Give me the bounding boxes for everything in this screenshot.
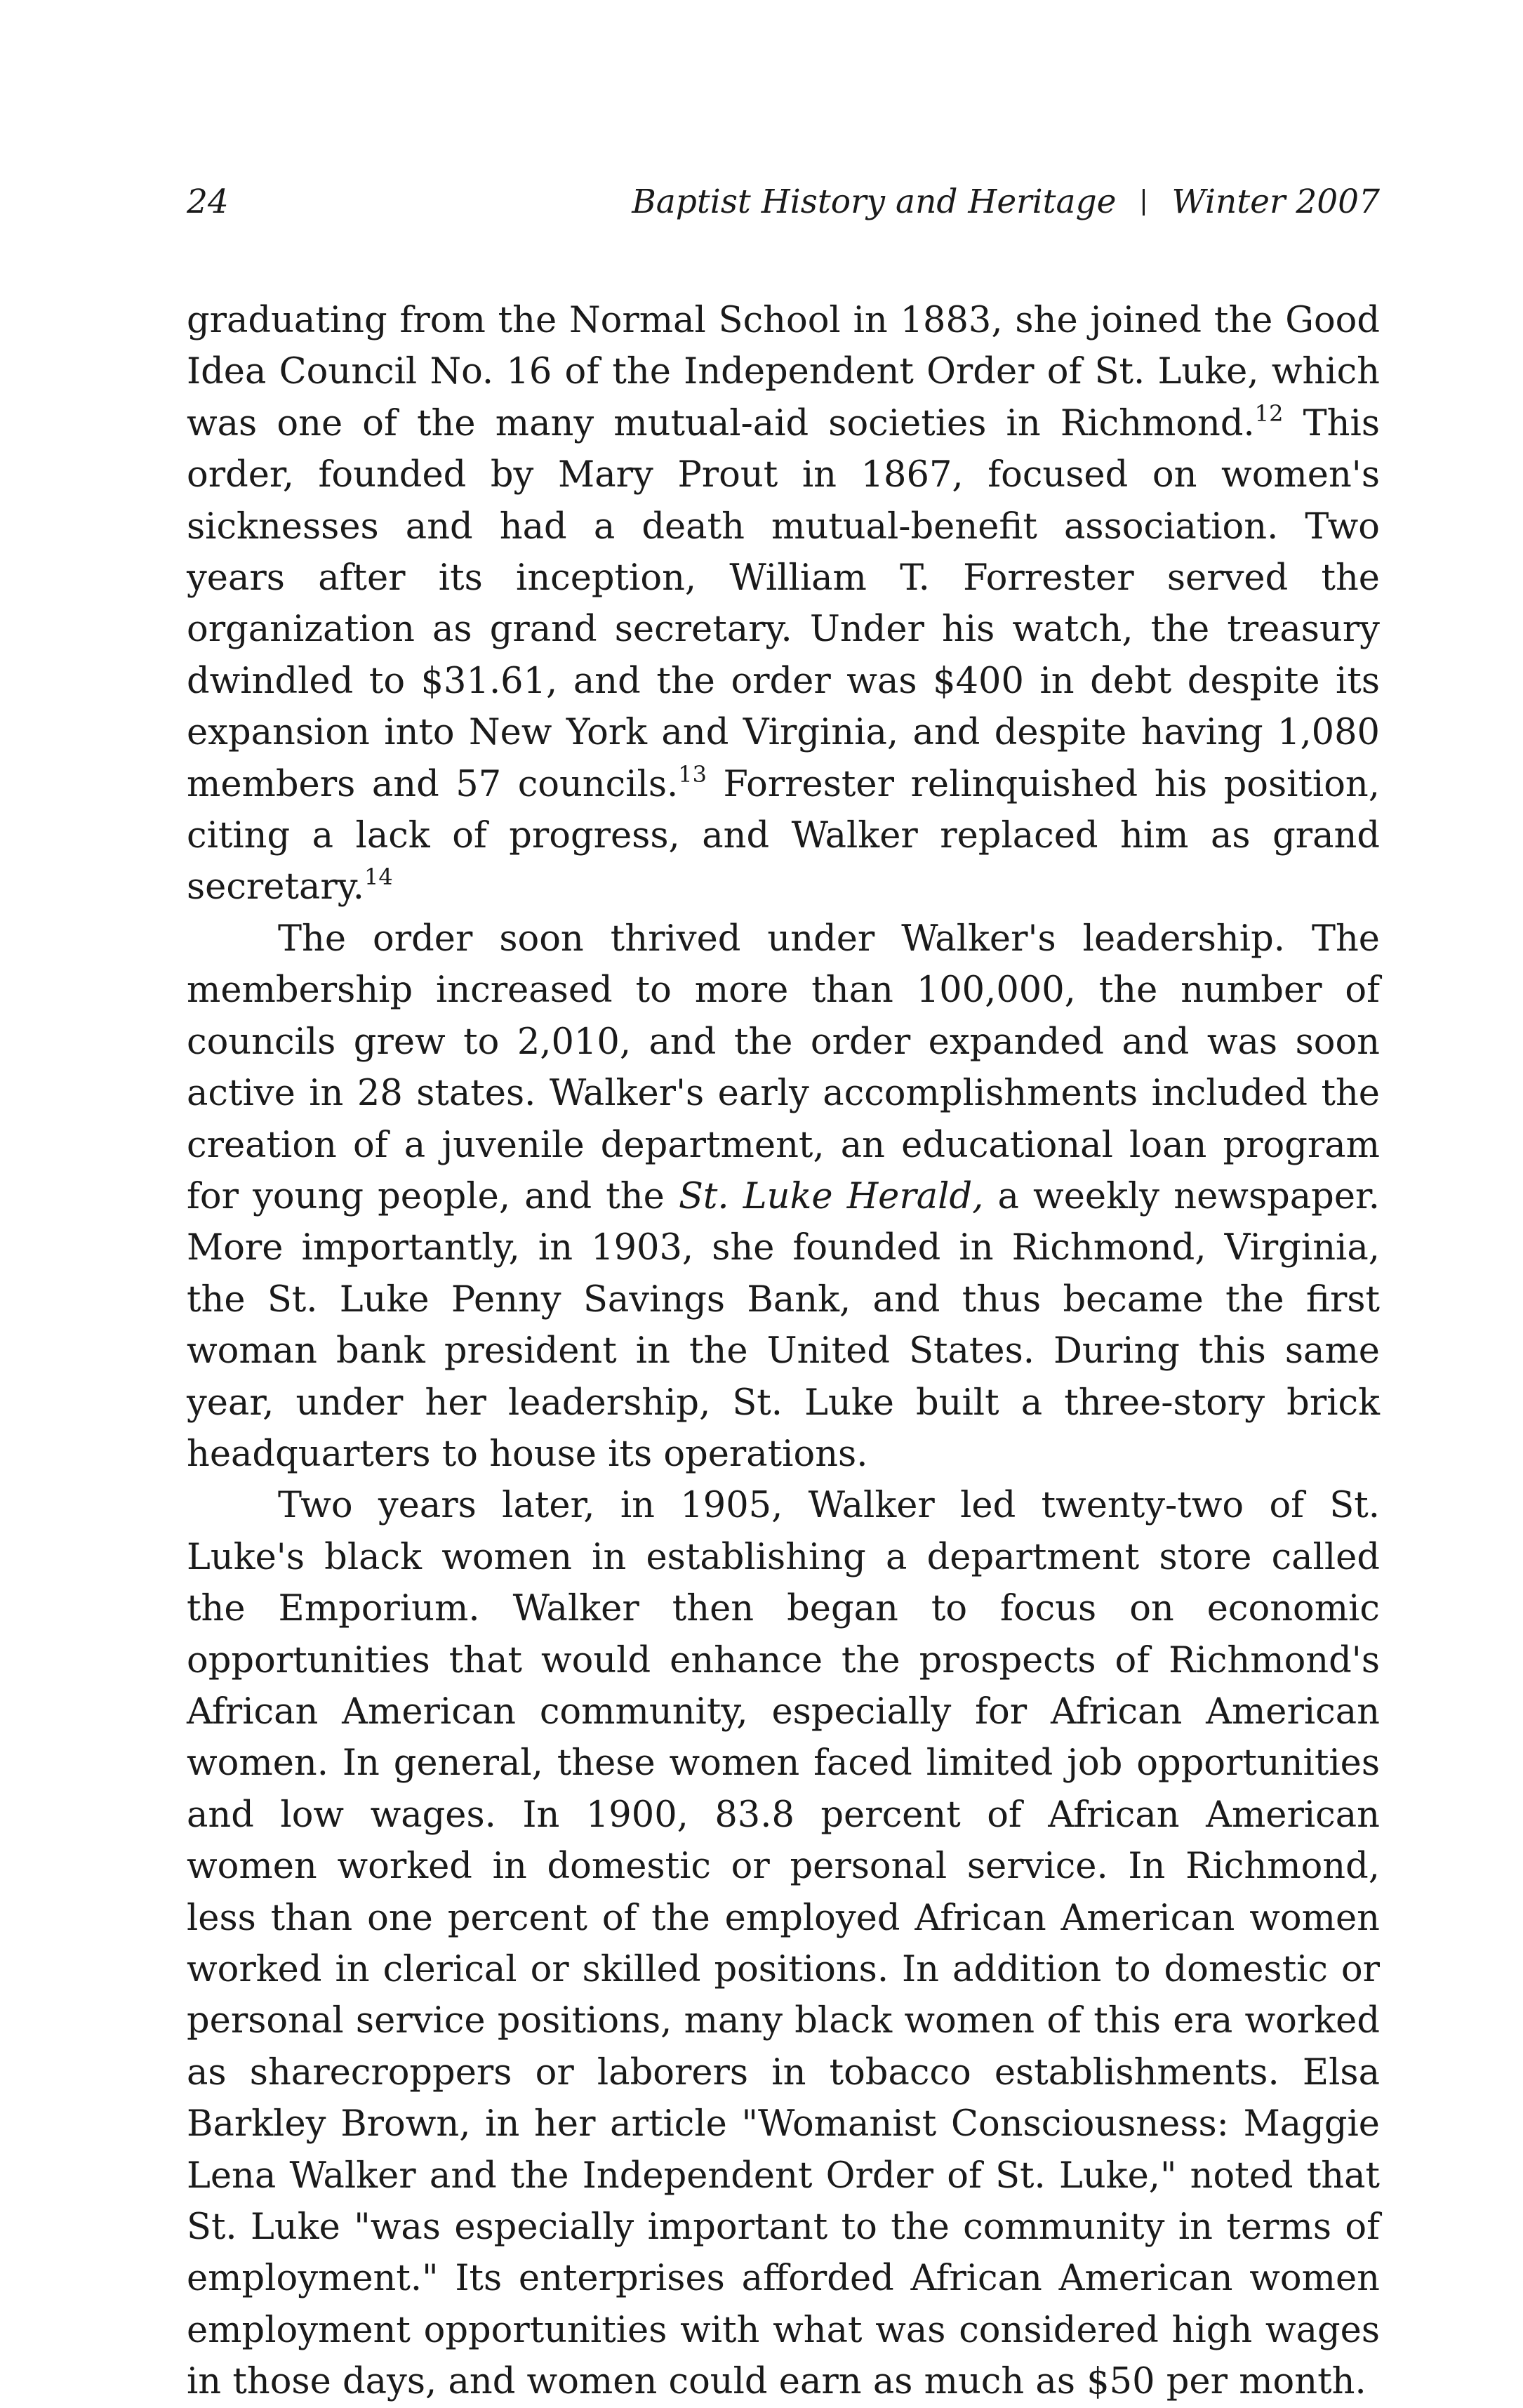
paragraph-1 <box>187 295 1380 913</box>
running-head <box>632 174 1380 230</box>
paragraph-1-part-3: Forrester relinquished his position, citing a lack of progress, and Walker replaced him as grand secretary. <box>187 763 1380 908</box>
article-body <box>187 295 1380 2408</box>
header-separator <box>1143 189 1145 216</box>
paragraph-2 <box>187 913 1380 1480</box>
journal-title: Baptist History and Heritage <box>632 183 1117 221</box>
paragraph-1-part-1: graduating from the Normal School in 1883, she joined the Good Idea Council No. 16 of the Independent Order of St. Luke, which was one of the many mutual-aid societies in Richmond. <box>187 300 1380 444</box>
footnote-ref-12: 12 <box>1254 399 1284 427</box>
publication-title: St. Luke Herald, <box>678 1175 984 1217</box>
paragraph-3: Two years later, in 1905, Walker led twenty-two of St. Luke's black women in establishing a department store called the Emporium. Walker then began to focus on economic opportunities that would enhance the prospects of Richmond's African American community, especially for African American women. In general, these women faced limited job opportunities and low wages. In 1900, 83.8 percent of African American women worked in domestic or personal service. In Richmond, less than one percent of the employed African American women worked in clerical or skilled positions. In addition to domestic or personal service positions, many black women of this era worked as sharecroppers or laborers in tobacco establishments. Elsa Barkley Brown, in her article "Womanist Consciousness: Maggie Lena Walker and the Independent Order of St. Luke," noted that St. Luke "was especially important to the community in terms of employment." Its enterprises afforded African American women employment opportunities with what was considered high wages in those days, and women could earn as much as $50 per month. <box>187 1485 1380 2403</box>
paragraph-1-part-2: This order, founded by Mary Prout in 1867, focused on women's sicknesses and had a death mutual-benefit association. Two years after its inception, William T. Forrester served the organization as grand secretary. Under his watch, the treasury dwindled to $31.61, and the order was $400 in debt despite its expansion into New York and Virginia, and despite having 1,080 members and 57 councils. <box>187 402 1380 805</box>
footnote-ref-13: 13 <box>678 760 707 788</box>
issue-label: Winter 2007 <box>1171 183 1380 221</box>
paragraph-2-part-1: The order soon thrived under Walker's leadership. The membership increased to more than 100,000, the number of councils grew to 2,010, and the order expanded and was soon active in 28 states. Walker's early accomplishments included the creation of a juvenile department, an educational loan program for young people, and the <box>187 918 1380 1217</box>
footnote-ref-14: 14 <box>364 864 393 891</box>
paragraph-2-part-2: a weekly newspaper. More importantly, in 1903, she founded in Richmond, Virginia, the St. Luke Penny Savings Bank, and thus became the first woman bank president in the United States. During this same year, under her leadership, St. Luke built a three-story brick headquarters to house its operations. <box>187 1175 1380 1475</box>
running-header <box>187 174 1380 230</box>
page-number: 24 <box>187 183 229 221</box>
